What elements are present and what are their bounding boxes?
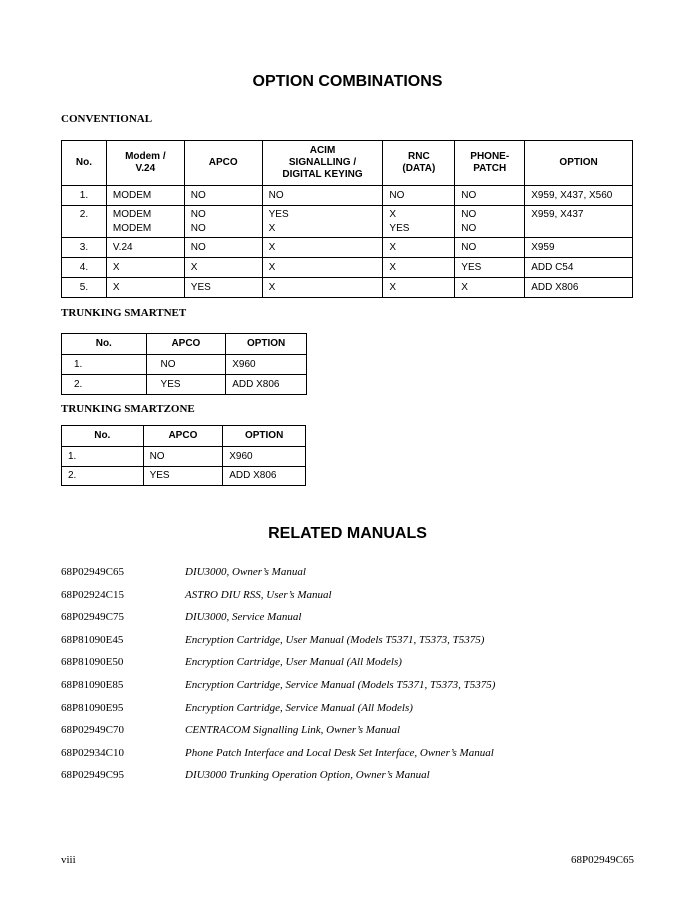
manual-number: 68P81090E85 [61,678,124,691]
header-acim: ACIM SIGNALLING / DIGITAL KEYING [262,141,383,186]
table-row [62,467,306,486]
header-option: OPTION [223,426,306,447]
row-number: 2. [62,375,147,395]
option-cell: ADD C54 [525,258,633,278]
apco-cell: NO [184,238,262,258]
modem-cell: X [106,258,184,278]
header-rnc: RNC (DATA) [383,141,455,186]
modem-cell: X [106,278,184,298]
apco-cell: NO NO [184,206,262,238]
row-number: 2. [62,467,144,486]
apco-cell: YES [143,467,223,486]
document-number: 68P02949C65 [571,854,634,866]
option-cell: ADD X806 [226,375,307,395]
manual-title: Phone Patch Interface and Local Desk Set Interface, Owner’s Manual [185,746,494,759]
acim-cell: X [262,238,383,258]
acim-cell: NO [262,186,383,206]
page-number: viii [61,854,76,866]
row-number: 1. [62,186,107,206]
manual-title: CENTRACOM Signalling Link, Owner’s Manual [185,724,401,737]
manual-number: 68P02924C15 [61,588,124,601]
phone-patch-cell: YES [455,258,525,278]
modem-cell: MODEM MODEM [106,206,184,238]
manual-title: ASTRO DIU RSS, User’s Manual [185,588,332,601]
table-row [62,258,633,278]
table-row [62,375,307,395]
header-apco: APCO [143,426,223,447]
phone-patch-cell: NO [455,186,525,206]
header-no: No. [62,426,144,447]
rnc-cell: X [383,258,455,278]
header-apco: APCO [146,334,226,355]
option-cell: ADD X806 [525,278,633,298]
header-no: No. [62,334,147,355]
manual-number: 68P81090E95 [61,701,124,714]
manual-number: 68P81090E45 [61,633,124,646]
manual-title: Encryption Cartridge, Service Manual (Models T5371, T5373, T5375) [185,678,496,691]
conventional-table [61,140,633,298]
smartzone-table [61,425,306,486]
acim-cell: X [262,278,383,298]
table-row [62,238,633,258]
header-option: OPTION [226,334,307,355]
modem-cell: MODEM [106,186,184,206]
option-cell: X960 [226,355,307,375]
table-row [62,447,306,467]
option-combinations-title: OPTION COMBINATIONS [252,73,443,90]
conventional-heading: CONVENTIONAL [61,113,153,125]
option-cell: X959, X437, X560 [525,186,633,206]
header-modem: Modem / V.24 [106,141,184,186]
row-number: 2. [62,206,107,238]
rnc-cell: X YES [383,206,455,238]
option-cell: X959 [525,238,633,258]
smartnet-header-row [62,334,307,355]
manual-number: 68P02934C10 [61,746,124,759]
apco-cell: X [184,258,262,278]
rnc-cell: NO [383,186,455,206]
smartnet-heading: TRUNKING SMARTNET [61,307,187,319]
manual-title: Encryption Cartridge, User Manual (Models T5371, T5373, T5375) [185,633,485,646]
conventional-header-row [62,141,633,186]
manual-number: 68P81090E50 [61,656,124,669]
phone-patch-cell: NO NO [455,206,525,238]
smartzone-heading: TRUNKING SMARTZONE [61,403,195,415]
row-number: 4. [62,258,107,278]
smartnet-table [61,333,307,395]
phone-patch-cell: X [455,278,525,298]
table-row [62,186,633,206]
table-row [62,206,633,238]
row-number: 1. [62,355,147,375]
rnc-cell: X [383,278,455,298]
smartzone-header-row [62,426,306,447]
row-number: 1. [62,447,144,467]
manual-number: 68P02949C95 [61,769,124,782]
header-apco: APCO [184,141,262,186]
manual-title: Encryption Cartridge, Service Manual (All Models) [185,701,413,714]
header-phone-patch: PHONE- PATCH [455,141,525,186]
manual-number: 68P02949C70 [61,724,124,737]
option-cell: X960 [223,447,306,467]
header-no: No. [62,141,107,186]
table-row [62,355,307,375]
acim-cell: YES X [262,206,383,238]
option-cell: X959, X437 [525,206,633,238]
row-number: 3. [62,238,107,258]
table-row [62,278,633,298]
rnc-cell: X [383,238,455,258]
apco-cell: NO [143,447,223,467]
option-cell: ADD X806 [223,467,306,486]
related-manuals-title: RELATED MANUALS [268,525,427,542]
apco-cell: NO [146,355,226,375]
manual-number: 68P02949C75 [61,611,124,624]
acim-cell: X [262,258,383,278]
apco-cell: NO [184,186,262,206]
apco-cell: YES [184,278,262,298]
manual-title: Encryption Cartridge, User Manual (All Models) [185,656,402,669]
manual-title: DIU3000, Owner’s Manual [185,566,306,578]
row-number: 5. [62,278,107,298]
manual-title: DIU3000 Trunking Operation Option, Owner’s Manual [185,769,430,782]
phone-patch-cell: NO [455,238,525,258]
manual-title: DIU3000, Service Manual [185,611,302,624]
manual-number: 68P02949C65 [61,566,124,578]
modem-cell: V.24 [106,238,184,258]
apco-cell: YES [146,375,226,395]
header-option: OPTION [525,141,633,186]
